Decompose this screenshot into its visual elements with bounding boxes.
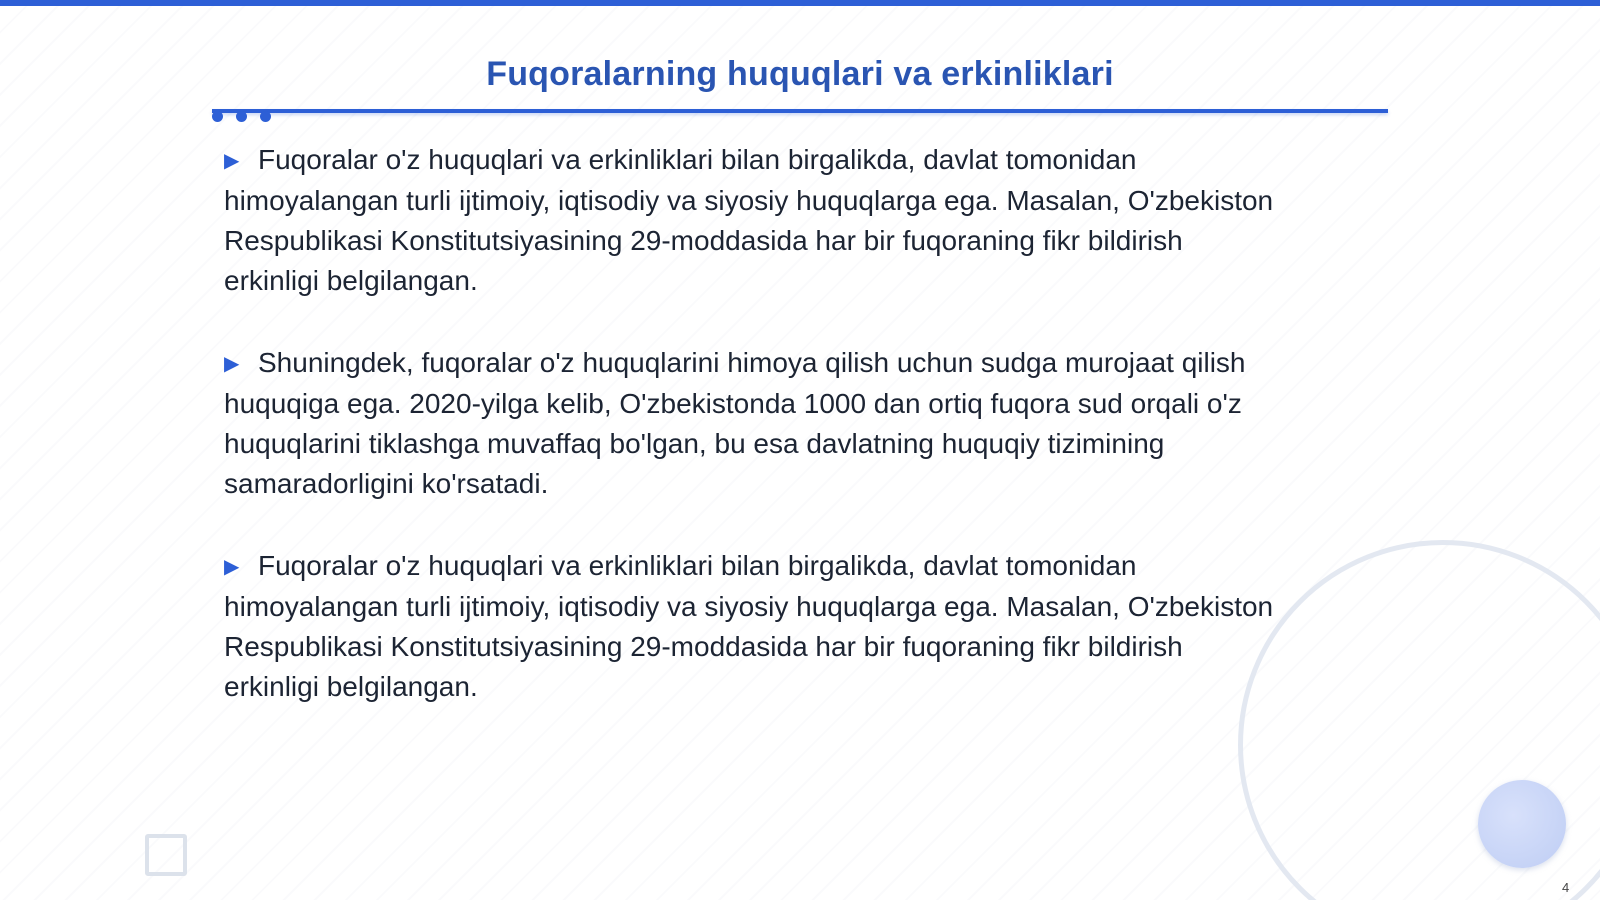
paragraph-line: huquqiga ega. 2020-yilga kelib, O'zbekistonda 1000 dan ortiq fuqora sud orqali o'z — [224, 388, 1242, 419]
paragraph-line: samaradorligini ko'rsatadi. — [224, 468, 549, 499]
paragraph-line: Respublikasi Konstitutsiyasining 29-moddasida har bir fuqoraning fikr bildirish — [224, 225, 1183, 256]
bullet-paragraph-3 — [224, 546, 1384, 707]
bullet-paragraph-1 — [224, 140, 1384, 301]
triangle-bullet-icon: ▶ — [224, 353, 240, 375]
paragraph-line: himoyalangan turli ijtimoiy, iqtisodiy va siyosiy huquqlarga ega. Masalan, O'zbekiston — [224, 185, 1274, 216]
paragraph-line: Fuqoralar o'z huquqlari va erkinliklari bilan birgalikda, davlat tomonidan — [258, 550, 1137, 581]
decor-dot — [212, 111, 223, 122]
title-underline-dots — [212, 111, 282, 125]
triangle-bullet-icon: ▶ — [224, 556, 240, 578]
triangle-bullet-icon: ▶ — [224, 150, 240, 172]
paragraph-line: Respublikasi Konstitutsiyasining 29-moddasida har bir fuqoraning fikr bildirish — [224, 631, 1183, 662]
bullet-paragraph-2 — [224, 343, 1384, 504]
decor-dot — [260, 111, 271, 122]
decorative-circle — [1478, 780, 1566, 868]
paragraph-line: erkinligi belgilangan. — [224, 671, 478, 702]
decor-dot — [236, 111, 247, 122]
paragraph-line: Shuningdek, fuqoralar o'z huquqlarini himoya qilish uchun sudga murojaat qilish — [258, 347, 1246, 378]
title-underline — [212, 109, 1388, 113]
paragraph-line: huquqlarini tiklashga muvaffaq bo'lgan, bu esa davlatning huquqiy tizimining — [224, 428, 1165, 459]
top-accent-bar — [0, 0, 1600, 6]
decorative-square — [145, 834, 187, 876]
paragraph-line: Fuqoralar o'z huquqlari va erkinliklari bilan birgalikda, davlat tomonidan — [258, 144, 1137, 175]
paragraph-line: erkinligi belgilangan. — [224, 265, 478, 296]
content-area — [224, 140, 1384, 749]
paragraph-line: himoyalangan turli ijtimoiy, iqtisodiy va siyosiy huquqlarga ega. Masalan, O'zbekiston — [224, 591, 1274, 622]
page-number: 4 — [1562, 880, 1570, 895]
slide-title: Fuqoralarning huquqlari va erkinliklari — [486, 55, 1114, 93]
